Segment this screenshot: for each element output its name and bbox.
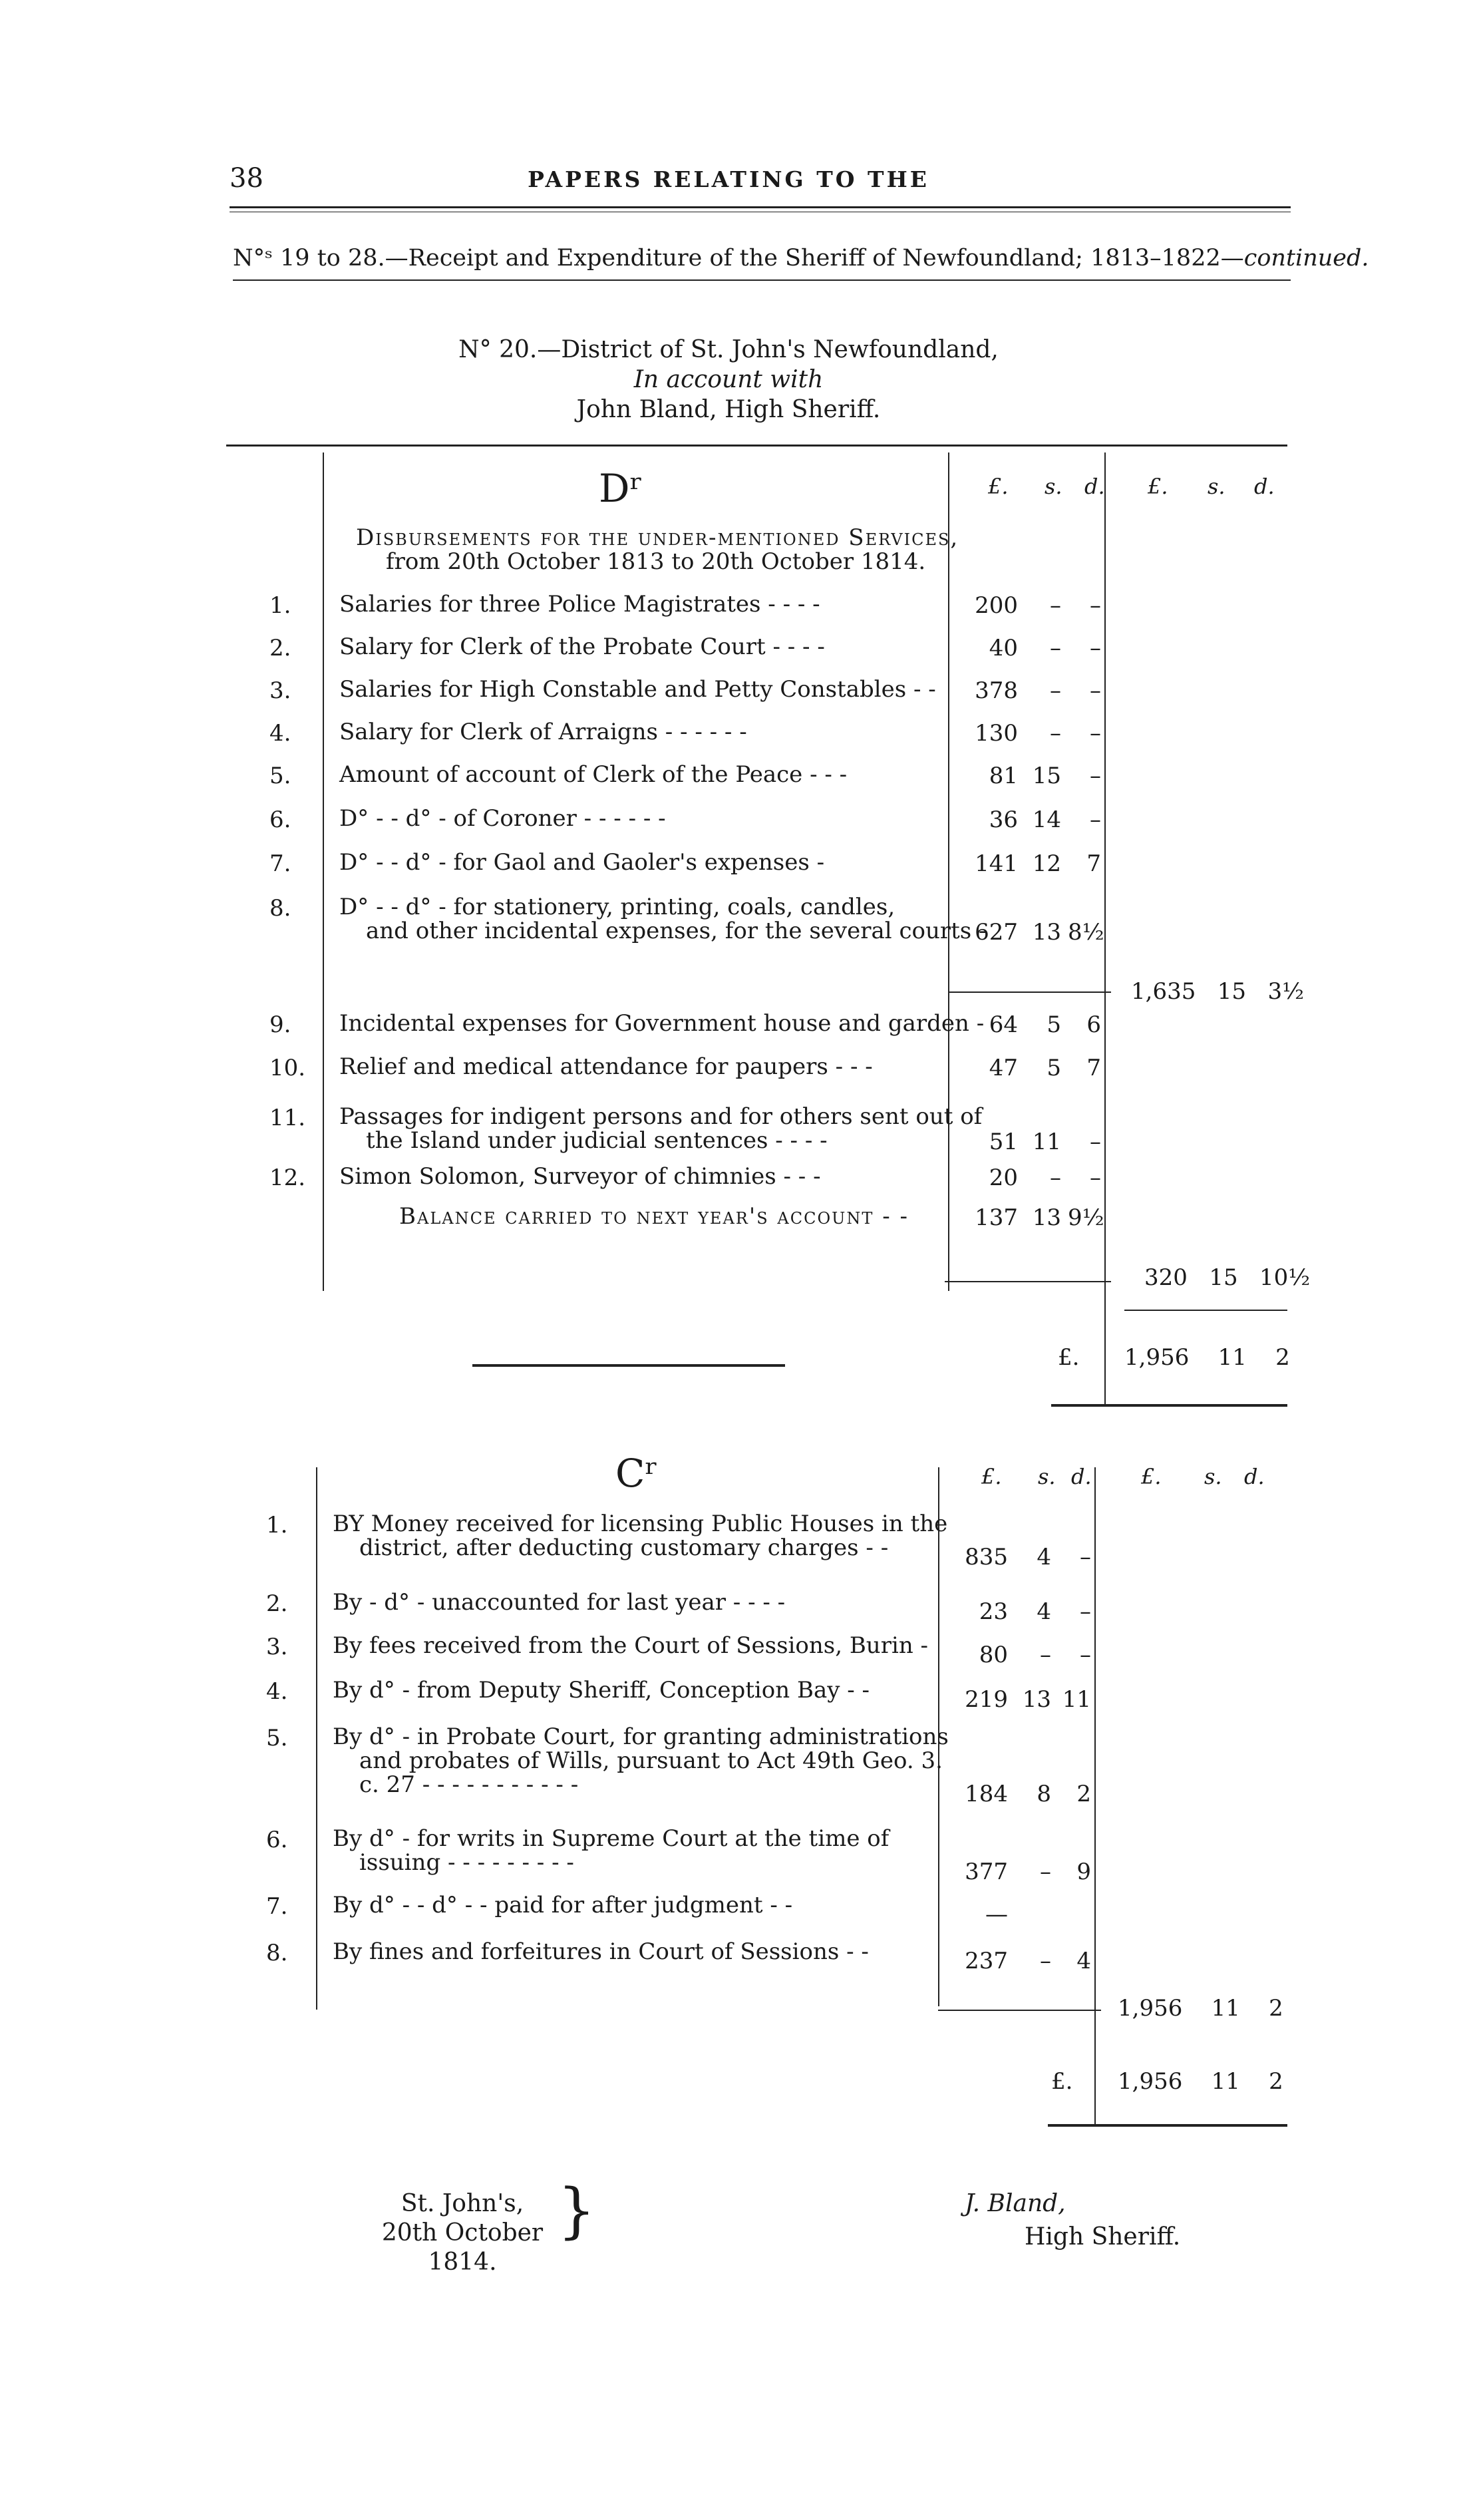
row-number: 7. <box>269 850 291 877</box>
amount-pence: 11 <box>1062 1686 1091 1713</box>
amount-pounds: 20 <box>989 1165 1018 1191</box>
amount-pence: 7 <box>1086 850 1101 877</box>
col-pence-total: d. <box>1254 474 1275 499</box>
amount-pounds: 36 <box>989 807 1018 833</box>
row-number: 10. <box>269 1055 306 1081</box>
row-description: By fines and forfeitures in Court of Sessions - - <box>333 1938 869 1965</box>
amount-pounds: 130 <box>975 720 1018 747</box>
debit-intro: Disbursements for the under-mentioned Services, <box>356 524 959 551</box>
debit-total-label: £. <box>1058 1344 1080 1371</box>
row-description: c. 27 - - - - - - - - - - - <box>359 1771 579 1798</box>
debit-title: Dʳ <box>599 466 643 511</box>
row-description: By - d° - unaccounted for last year - - - - <box>333 1589 786 1616</box>
amount-shillings: – <box>1040 1642 1051 1668</box>
credit-col-pence: d. <box>1071 1464 1092 1489</box>
signature-place: St. John's, 20th October 1814. <box>381 2190 544 2276</box>
amount-pence: – <box>1080 1544 1091 1570</box>
row-description: By d° - from Deputy Sheriff, Conception Bay - - <box>333 1677 870 1704</box>
amount-shillings: – <box>1050 635 1061 661</box>
col-pence: d. <box>1084 474 1105 499</box>
row-description: Salaries for three Police Magistrates - - - - <box>339 591 820 618</box>
row-description: and probates of Wills, pursuant to Act 49th Geo. 3. <box>359 1747 943 1774</box>
amount-shillings: 8 <box>1037 1781 1051 1807</box>
row-number: 6. <box>266 1827 288 1853</box>
row-number: 9. <box>269 1011 291 1038</box>
amount-pence: – <box>1090 1129 1101 1155</box>
amount-shillings: 5 <box>1047 1011 1061 1038</box>
amount-pence: – <box>1090 635 1101 661</box>
amount-pence: – <box>1090 677 1101 704</box>
debit-intro-dates: from 20th October 1813 to 20th October 1814. <box>386 548 926 575</box>
debit-total: 1,956 11 2 <box>1124 1344 1290 1371</box>
credit-total: 1,956 11 2 <box>1118 2068 1283 2095</box>
row-number: 4. <box>266 1678 288 1705</box>
amount-pounds: 219 <box>965 1686 1008 1713</box>
row-description: By fees received from the Court of Sessions, Burin - <box>333 1632 929 1659</box>
credit-title: Cʳ <box>615 1451 659 1496</box>
amount-pounds: 64 <box>989 1011 1018 1038</box>
row-description: D° - - d° - for stationery, printing, coals, candles, <box>339 894 895 920</box>
debit-total-rule <box>1051 1404 1287 1407</box>
row-description: issuing - - - - - - - - - <box>359 1849 574 1876</box>
amount-pence: – <box>1080 1598 1091 1625</box>
running-head: PAPERS RELATING TO THE <box>528 166 929 192</box>
col-shillings-total: s. <box>1208 474 1225 499</box>
amount-shillings: 5 <box>1047 1055 1061 1081</box>
row-description: Incidental expenses for Government house and garden - <box>339 1010 985 1037</box>
subtotal2-rule <box>1124 1310 1287 1311</box>
amount-pounds: 80 <box>979 1642 1008 1668</box>
row-number: 2. <box>266 1590 288 1617</box>
amount-shillings: – <box>1040 1948 1051 1974</box>
row-number: 5. <box>269 763 291 789</box>
row-description: By d° - in Probate Court, for granting administrations <box>333 1723 949 1750</box>
amount-shillings: – <box>1040 1859 1051 1885</box>
heading-rule <box>226 445 1287 447</box>
amount-pence: – <box>1090 592 1101 619</box>
row-description: Passages for indigent persons and for others sent out of <box>339 1103 983 1130</box>
subtotal-2: 320 15 10½ <box>1144 1264 1311 1291</box>
amount-pence: 9½ <box>1068 1204 1104 1231</box>
amount-pounds: 835 <box>965 1544 1008 1570</box>
document-subtitle: N°ˢ 19 to 28.—Receipt and Expenditure of the Sheriff of Newfoundland; 1813–1822—continued. <box>233 245 1369 271</box>
row-description: the Island under judicial sentences - - - - <box>366 1127 828 1154</box>
brace-icon: } <box>558 2176 596 2246</box>
amount-pence: 6 <box>1086 1011 1101 1038</box>
amount-shillings: – <box>1050 720 1061 747</box>
amount-pounds: 51 <box>989 1129 1018 1155</box>
amount-pounds: 81 <box>989 763 1018 789</box>
row-description: BY Money received for licensing Public Houses in the <box>333 1511 948 1537</box>
row-description: and other incidental expenses, for the several courts - <box>366 918 987 944</box>
amount-pounds: 377 <box>965 1859 1008 1885</box>
amount-shillings: 4 <box>1037 1598 1051 1625</box>
amount-pounds: 47 <box>989 1055 1018 1081</box>
amount-pounds: 184 <box>965 1781 1008 1807</box>
account-heading: N° 20.—District of St. John's Newfoundland, <box>458 336 999 363</box>
row-description: Amount of account of Clerk of the Peace - - - <box>339 761 848 788</box>
row-description: Simon Solomon, Surveyor of chimnies - - - <box>339 1163 821 1190</box>
amount-pounds: 378 <box>975 677 1018 704</box>
page-number: 38 <box>230 163 263 194</box>
debit-column-divider <box>948 452 949 1291</box>
row-description: Relief and medical attendance for paupers - - - <box>339 1053 873 1080</box>
row-description: Balance carried to next year's account - - <box>399 1203 909 1230</box>
amount-pounds: 627 <box>975 919 1018 946</box>
row-description: Salary for Clerk of Arraigns - - - - - - <box>339 719 747 745</box>
row-number: 7. <box>266 1893 288 1920</box>
amount-pence: – <box>1090 1165 1101 1191</box>
amount-pounds: 40 <box>989 635 1018 661</box>
row-description: D° - - d° - of Coroner - - - - - - <box>339 805 666 832</box>
credit-left-border <box>316 1467 317 2010</box>
credit-col-pence-total: d. <box>1244 1464 1265 1489</box>
amount-pence: 9 <box>1076 1859 1091 1885</box>
amount-shillings: 13 <box>1022 1686 1051 1713</box>
credit-column-divider-2 <box>1094 1467 1096 2126</box>
amount-shillings: 13 <box>1032 1204 1061 1231</box>
row-number: 1. <box>269 592 291 619</box>
amount-pounds: 141 <box>975 850 1018 877</box>
amount-pence: 4 <box>1076 1948 1091 1974</box>
amount-pounds: 137 <box>975 1204 1018 1231</box>
row-number: 8. <box>269 895 291 922</box>
row-number: 12. <box>269 1165 306 1191</box>
amount-pence: – <box>1090 763 1101 789</box>
row-number: 3. <box>266 1634 288 1660</box>
amount-pounds: 200 <box>975 592 1018 619</box>
debit-left-border <box>323 452 324 1291</box>
row-number: 6. <box>269 807 291 833</box>
row-description: By d° - for writs in Supreme Court at the time of <box>333 1825 890 1852</box>
row-description: By d° - - d° - - paid for after judgment - - <box>333 1892 793 1918</box>
amount-shillings: 13 <box>1032 919 1061 946</box>
subtitle-rule <box>233 279 1291 281</box>
row-number: 5. <box>266 1725 288 1751</box>
amount-pounds: 237 <box>965 1948 1008 1974</box>
subtotal-1: 1,635 15 3½ <box>1131 978 1305 1005</box>
amount-shillings: 11 <box>1032 1129 1061 1155</box>
amount-shillings: – <box>1050 1165 1061 1191</box>
credit-col-pounds: £. <box>981 1464 1002 1489</box>
col-shillings: s. <box>1045 474 1062 499</box>
col-pounds-total: £. <box>1148 474 1168 499</box>
amount-shillings: 12 <box>1032 850 1061 877</box>
credit-col-shillings: s. <box>1038 1464 1056 1489</box>
account-holder: John Bland, High Sheriff. <box>576 396 881 423</box>
signature-title: High Sheriff. <box>1025 2223 1181 2250</box>
amount-shillings: – <box>1050 592 1061 619</box>
amount-pence: – <box>1080 1642 1091 1668</box>
credit-total-label: £. <box>1051 2068 1073 2095</box>
amount-pence: – <box>1090 807 1101 833</box>
amount-shillings: – <box>1050 677 1061 704</box>
amount-pence: 2 <box>1076 1781 1091 1807</box>
row-number: 4. <box>269 720 291 747</box>
credit-col-shillings-total: s. <box>1204 1464 1222 1489</box>
amount-pence: – <box>1090 720 1101 747</box>
row-number: 2. <box>269 635 291 661</box>
col-pounds: £. <box>988 474 1009 499</box>
amount-shillings: 4 <box>1037 1544 1051 1570</box>
balance-rule <box>945 1281 1111 1282</box>
amount-shillings: 15 <box>1032 763 1061 789</box>
amount-pounds: — <box>985 1901 1008 1928</box>
row-description: Salary for Clerk of the Probate Court - - - - <box>339 633 825 660</box>
row-number: 11. <box>269 1105 306 1131</box>
amount-shillings: 14 <box>1032 807 1061 833</box>
row-number: 8. <box>266 1940 288 1966</box>
account-subheading: In account with <box>633 366 824 393</box>
amount-pence: 8½ <box>1068 919 1104 946</box>
credit-col-pounds-total: £. <box>1141 1464 1162 1489</box>
credit-subtotal-rule <box>938 2010 1101 2011</box>
subtotal-rule <box>948 991 1111 993</box>
header-rule <box>230 206 1291 208</box>
row-description: D° - - d° - for Gaol and Gaoler's expenses - <box>339 849 825 876</box>
row-number: 3. <box>269 677 291 704</box>
row-description: district, after deducting customary charges - - <box>359 1534 889 1561</box>
row-number: 1. <box>266 1512 288 1538</box>
row-description: Salaries for High Constable and Petty Constables - - <box>339 676 936 703</box>
debit-separator <box>472 1364 785 1367</box>
amount-pence: 7 <box>1086 1055 1101 1081</box>
debit-column-divider-2 <box>1104 452 1106 1404</box>
amount-pounds: 23 <box>979 1598 1008 1625</box>
signature-name: J. Bland, <box>965 2190 1066 2217</box>
credit-total-rule <box>1048 2124 1287 2127</box>
credit-subtotal: 1,956 11 2 <box>1118 1995 1283 2022</box>
